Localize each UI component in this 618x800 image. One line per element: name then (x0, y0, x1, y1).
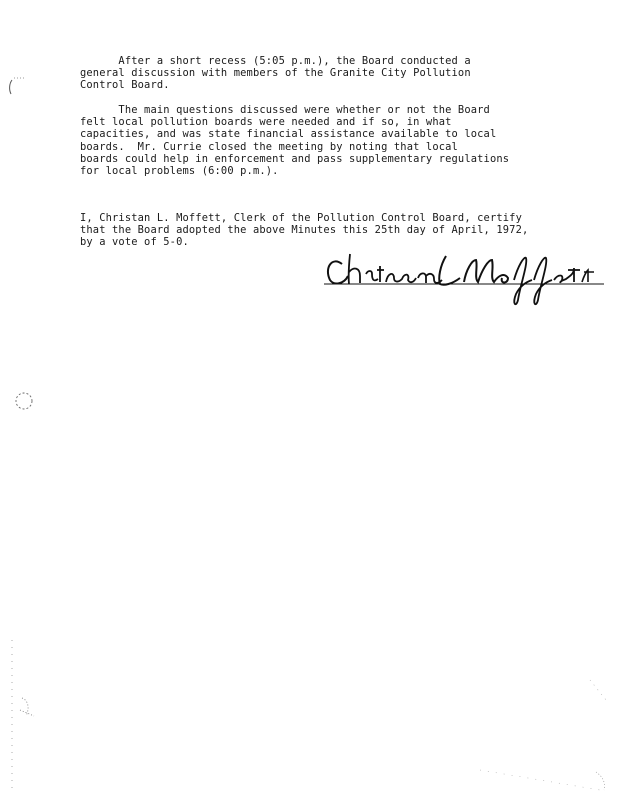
discussion-paragraph: The main questions discussed were whether or not the Board felt local pollution boards were needed and if so, in what capacities, and was state financial assistance available to local boards. Mr. Currie closed the meeting by noting that local boards could help in enforcement and pass supplementary regulations for local problems (6:00 p.m.). (80, 104, 510, 178)
handwritten-signature (322, 246, 607, 316)
recess-paragraph: After a short recess (5:05 p.m.), the Board conducted a general discussion with members of the Granite City Pollution Control Board. (80, 55, 471, 92)
clerk-certification: I, Christan L. Moffett, Clerk of the Pollution Control Board, certify that the Board adopted the above Minutes this 25th day of April, 1972, by a vote of 5-0. (80, 212, 529, 249)
